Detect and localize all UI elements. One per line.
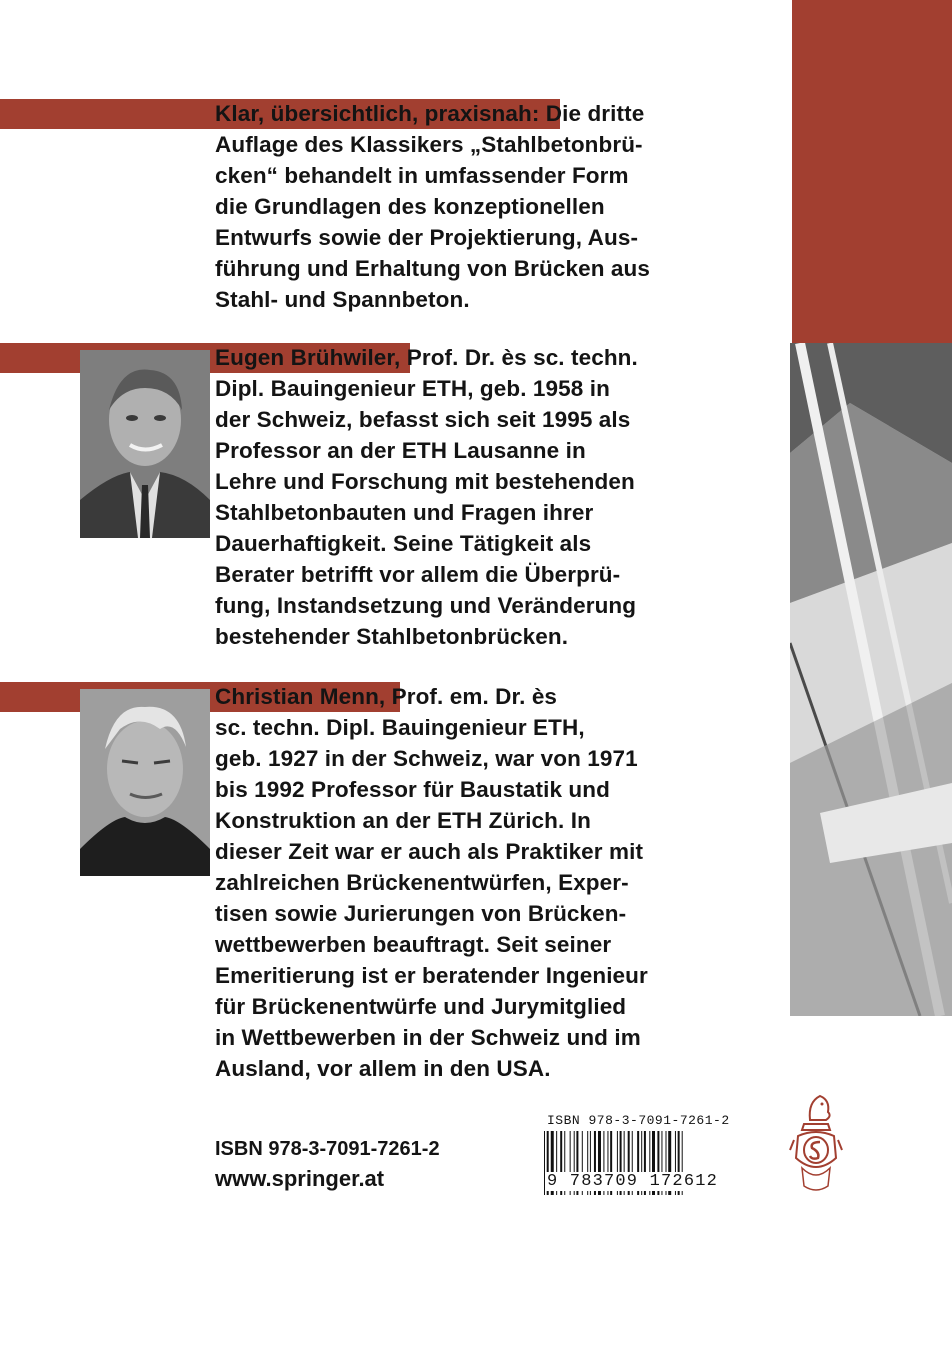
author1-paragraph [215, 342, 790, 652]
intro-text: : Die dritte Auflage des Klassikers „Stahlbetonbrü- cken“ behandelt in umfassender Form die Grundlagen des konzeptionellen Entwurfs sowie der Projektierung, Aus- führung und Erhaltung von Brücken aus Stahl- und Spannbeton. [215, 101, 650, 312]
barcode-isbn-header: ISBN 978-3-7091-7261-2 [547, 1113, 730, 1128]
publisher-url: www.springer.at [215, 1166, 385, 1191]
cover-photo-strip [790, 343, 952, 1016]
intro-paragraph [215, 98, 790, 315]
isbn-text: ISBN 978-3-7091-7261-2 [215, 1138, 440, 1160]
author2-bio: , Prof. em. Dr. ès sc. techn. Dipl. Bauingenieur ETH, geb. 1927 in der Schweiz, war von 1971 bis 1992 Professor für Baustatik und Konstruktion an der ETH Zürich. In dieser Zeit war er auch als Praktiker mit zahlreichen Brückenentwürfen, Exper- tisen sowie Jurierungen von Brücken- wettbewerben beauftragt. Seit seiner Emeritierung ist er beratender Ingenieur für Brückenentwürfe und Jurymitglied in Wettbewerben in der Schweiz und im Ausland, vor allem in den USA. [215, 684, 648, 1081]
barcode-digits: 9 783709 172612 [547, 1172, 719, 1191]
springer-knight-logo-icon [786, 1090, 846, 1200]
intro-lead: Klar, übersichtlich, praxisnah [215, 101, 532, 126]
author1-portrait [80, 350, 210, 538]
author2-name: Christian Menn [215, 684, 379, 709]
author2-portrait [80, 689, 210, 876]
author1-name: Eugen Brühwiler [215, 345, 395, 370]
author2-paragraph [215, 681, 790, 1084]
author1-bio: , Prof. Dr. ès sc. techn. Dipl. Bauingenieur ETH, geb. 1958 in der Schweiz, befasst sich seit 1995 als Professor an der ETH Lausanne in Lehre und Forschung mit bestehenden Stahlbetonbauten und Fragen ihrer Dauerhaftigkeit. Seine Tätigkeit als Berater betrifft vor allem die Überprü- fung, Instandsetzung und Veränderung bestehender Stahlbetonbrücken. [215, 345, 638, 649]
accent-strip [792, 0, 952, 343]
